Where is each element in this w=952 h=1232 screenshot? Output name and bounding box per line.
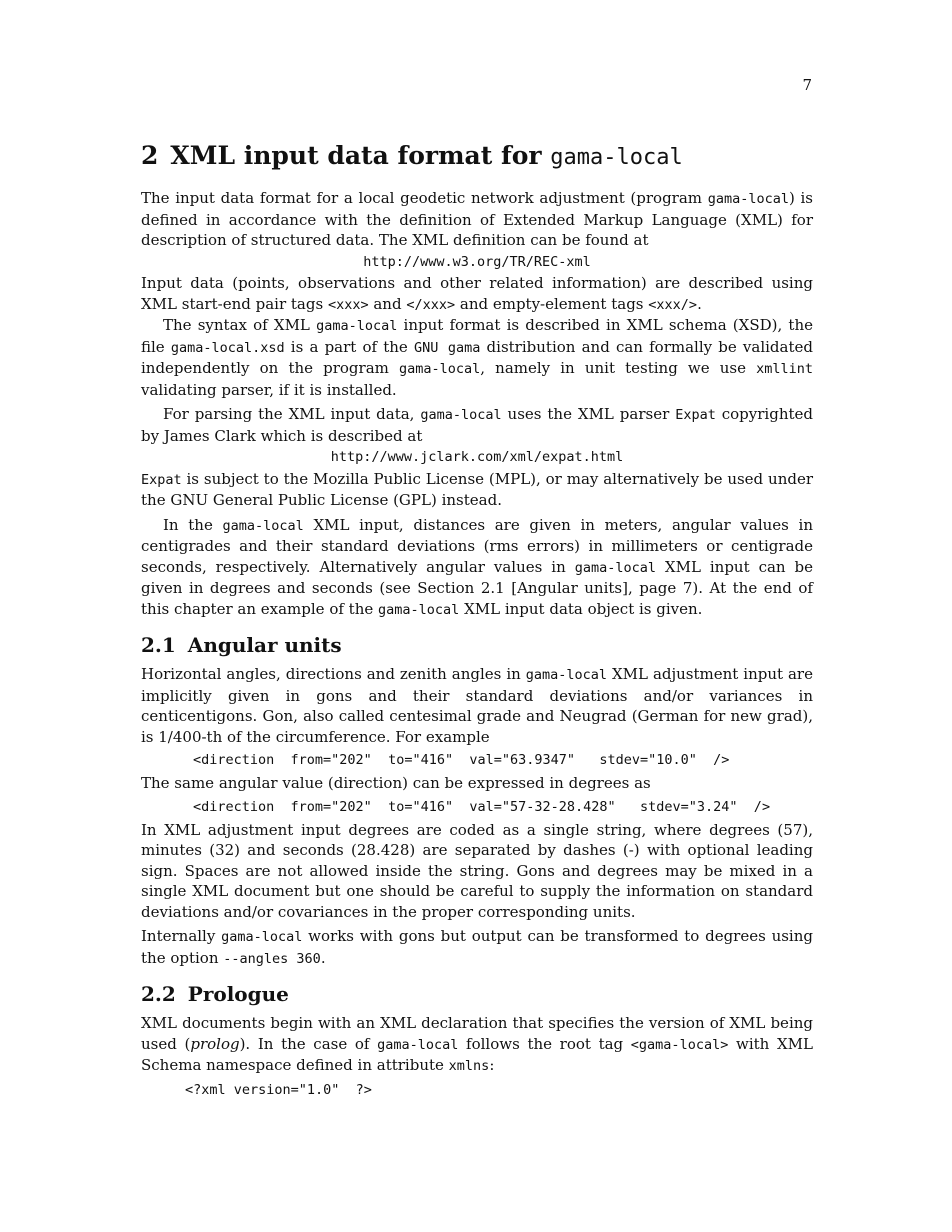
url-expat: http://www.jclark.com/xml/expat.html	[330, 449, 624, 465]
paragraph-license: Expat is subject to the Mozilla Public License (MPL), or may alternatively be used under the GNU General Public License (GPL) instead.	[141, 469, 813, 509]
paragraph-units: In the gama-local XML input, distances are given in meters, angular values in centigrades and their standard deviations (rms errors) in millimeters or centigrade seconds, respectively. Alternatively angular values in gama-local XML input can be given in degrees and seconds (see Section 2.1 [Angular units], page 7). At the end of this chapter an example of the gama-local XML input data object is given.	[141, 515, 813, 618]
section-title-code: gama-local	[550, 145, 683, 170]
subsection-heading-angular-units: 2.1 Angular units	[141, 633, 342, 657]
paragraph-degrees-intro: The same angular value (direction) can be expressed in degrees as	[141, 774, 651, 792]
code-example-gons: <direction from="202" to="416" val="63.9347" stdev="10.0" />	[193, 752, 730, 768]
section-title-text: XML input data format for	[170, 141, 551, 170]
paragraph-degree-string: In XML adjustment input degrees are coded as a single string, where degrees (57), minutes (32) and seconds (28.428) are separated by dashes (-) with optional leading sign. Spaces are not allowed inside the string. Gons and degrees may be mixed in a single XML document but one should be careful to supply the information on standard deviations and/or covariances in the proper corresponding units.	[141, 820, 813, 921]
code-example-degrees: <direction from="202" to="416" val="57-32-28.428" stdev="3.24" />	[193, 798, 771, 815]
paragraph-intro: The input data format for a local geodetic network adjustment (program gama-local) is defined in accordance with the definition of Extended Markup Language (XML) for description of structured data. The XML definition can be found at	[141, 189, 813, 249]
paragraph-tags: Input data (points, observations and other related information) are described using XML start-end pair tags <xxx> and </xxx> and empty-element tags <xxx/>.	[141, 274, 813, 313]
page-number: 7	[802, 76, 812, 94]
paragraph-parser: For parsing the XML input data, gama-local uses the XML parser Expat copyrighted by James Clark which is described at	[141, 405, 813, 445]
section-heading	[141, 140, 813, 174]
url-w3-rec-xml: http://www.w3.org/TR/REC-xml	[363, 253, 591, 270]
section-number: 2	[141, 141, 159, 170]
paragraph-prologue: XML documents begin with an XML declaration that specifies the version of XML being used (prolog). In the case of gama-local follows the root tag <gama-local> with XML Schema namespace defined in attribute xmlns:	[141, 1014, 813, 1074]
paragraph-internal-gons: Internally gama-local works with gons but output can be transformed to degrees using the option --angles 360.	[141, 927, 813, 967]
subsection-heading-prologue: 2.2 Prologue	[141, 982, 289, 1006]
page-content	[141, 140, 813, 1103]
code-example-xml-declaration: <?xml version="1.0" ?>	[185, 1081, 372, 1098]
paragraph-schema: The syntax of XML gama-local input format is described in XML schema (XSD), the file gama-local.xsd is a part of the GNU gama distribution and can formally be validated independently on the program gama-local, namely in unit testing we use xmllint validating parser, if it is installed.	[141, 316, 814, 399]
paragraph-gons: Horizontal angles, directions and zenith angles in gama-local XML adjustment input are implicitly given in gons and their standard deviations and/or variances in centicentigons. Gon, also called centesimal grade and Neugrad (German for new grad), is 1/400-th of the circumference. For example	[141, 665, 813, 746]
